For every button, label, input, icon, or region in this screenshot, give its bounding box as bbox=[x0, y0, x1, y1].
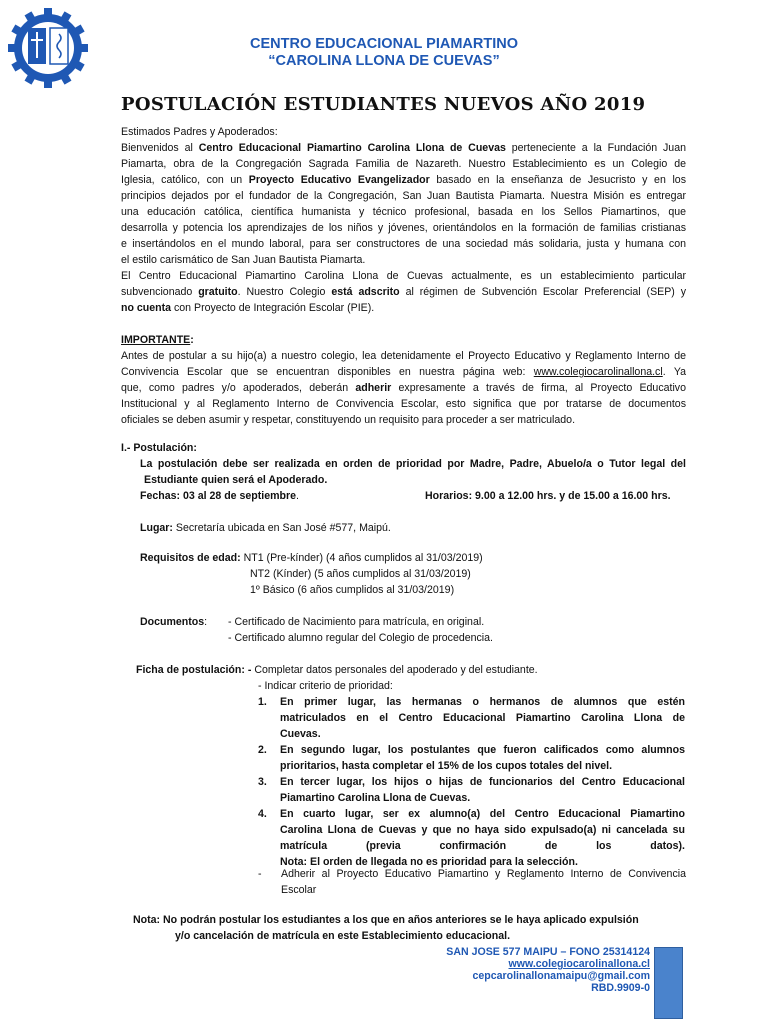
important-line: que, como padres y/o apoderados, deberán adherir expresamente a través de firma, al Proyecto Educativo bbox=[121, 382, 686, 394]
document-item: - Certificado de Nacimiento para matrícula, en original. bbox=[228, 616, 485, 628]
intro-line: no cuenta con Proyecto de Integración Escolar (PIE). bbox=[121, 302, 375, 314]
priority-item-text: Carolina Llona de Cuevas y que no haya sido expulsado(a) ni cancelada su bbox=[280, 824, 685, 836]
priority-item-line bbox=[258, 694, 686, 710]
intro-line: desarrolla y potencia los aprendizajes de los niños y jóvenes, orientándolos en la formación de familias cristianas bbox=[121, 222, 686, 234]
location: Lugar: Secretaría ubicada en San José #577, Maipú. bbox=[140, 522, 391, 534]
priority-item-text: En primer lugar, las hermanas o hermanos de alumnos que estén bbox=[280, 696, 685, 708]
document-item: - Certificado alumno regular del Colegio de procedencia. bbox=[228, 632, 493, 644]
priority-item-line bbox=[258, 726, 686, 742]
footer-accent-bar bbox=[654, 947, 683, 1019]
priority-item-text: En segundo lugar, los postulantes que fueron calificados como alumnos bbox=[280, 744, 685, 756]
school-name-line1: CENTRO EDUCACIONAL PIAMARTINO bbox=[250, 36, 518, 52]
page-title: POSTULACIÓN ESTUDIANTES NUEVOS AÑO 2019 bbox=[121, 94, 646, 115]
footer-address: SAN JOSE 577 MAIPU – FONO 25314124 bbox=[446, 946, 650, 958]
priority-item-text: Piamartino Carolina Llona de Cuevas. bbox=[280, 792, 471, 804]
adherir-line: Adherir al Proyecto Educativo Piamartino y Reglamento Interno de Convivencia bbox=[281, 868, 686, 880]
priority-item-line bbox=[258, 806, 686, 822]
footer-rbd: RBD.9909-0 bbox=[591, 982, 650, 994]
priority-item-line bbox=[258, 758, 686, 774]
priority-item-text: En cuarto lugar, ser ex alumno(a) del Centro Educacional Piamartino bbox=[280, 808, 685, 820]
important-line: Institucional y al Reglamento Interno de Convivencia Escolar, esto significa que por tratarse de documentos bbox=[121, 398, 686, 410]
note-line: y/o cancelación de matrícula en este Establecimiento educacional. bbox=[175, 930, 511, 942]
intro-line: e insertándolos en el mundo laboral, para ser constructores de una sociedad más solidaria, justa y humana con bbox=[121, 238, 686, 250]
documents-label: Documentos: bbox=[140, 616, 208, 628]
footer-email[interactable]: cepcarolinallonamaipu@gmail.com bbox=[472, 970, 650, 982]
priority-item-text: En tercer lugar, los hijos o hijas de funcionarios del Centro Educacional bbox=[280, 776, 685, 788]
age-requirement: 1º Básico (6 años cumplidos al 31/03/2019) bbox=[250, 584, 455, 596]
priority-item-line bbox=[258, 774, 686, 790]
priority-item-line bbox=[258, 790, 686, 806]
section-heading: I.- Postulación: bbox=[121, 442, 197, 454]
footer-website-link[interactable]: www.colegiocarolinallona.cl bbox=[508, 958, 650, 970]
priority-criteria: - Indicar criterio de prioridad: bbox=[258, 680, 393, 692]
note-line: Nota: No podrán postular los estudiantes a los que en años anteriores se le haya aplicado expulsión bbox=[133, 914, 639, 926]
intro-line: El Centro Educacional Piamartino Carolina Llona de Cuevas actualmente, es un establecimiento particular bbox=[121, 270, 686, 282]
priority-item-text: Nota: El orden de llegada no es prioridad para la selección. bbox=[280, 856, 578, 868]
order-line: Estudiante quien será el Apoderado. bbox=[144, 474, 328, 486]
intro-line: principios dejados por el fundador de la Congregación, San Juan Bautista Piamarta. Nuestra Misión es entregar bbox=[121, 190, 686, 202]
age-requirements: Requisitos de edad: NT1 (Pre-kínder) (4 años cumplidos al 31/03/2019) bbox=[140, 552, 483, 564]
intro-line: subvencionado gratuito. Nuestro Colegio está adscrito al régimen de Subvención Escolar Preferencial (SEP) y bbox=[121, 286, 687, 298]
priority-item-number: 2. bbox=[258, 744, 267, 756]
important-heading: IMPORTANTE: bbox=[121, 334, 194, 346]
intro-line: Piamarta, obra de la Congregación Sagrada Familia de Nazareth. Nuestro Establecimiento es un Colegio de bbox=[121, 158, 686, 170]
priority-list bbox=[258, 694, 686, 870]
hours: Horarios: 9.00 a 12.00 hrs. y de 15.00 a 16.00 hrs. bbox=[425, 490, 671, 502]
age-requirement: NT2 (Kínder) (5 años cumplidos al 31/03/2019) bbox=[250, 568, 471, 580]
important-line: Antes de postular a su hijo(a) a nuestro colegio, lea detenidamente el Proyecto Educativo y Reglamento Interno de bbox=[121, 350, 686, 362]
priority-item-line bbox=[258, 838, 686, 854]
priority-item-line bbox=[258, 710, 686, 726]
priority-item-number: 3. bbox=[258, 776, 267, 788]
priority-item-text: Cuevas. bbox=[280, 728, 321, 740]
priority-item-line bbox=[258, 742, 686, 758]
school-name-line2: “CAROLINA LLONA DE CUEVAS” bbox=[268, 53, 500, 69]
intro-line: Iglesia, católico, con un Proyecto Educativo Evangelizador basado en la enseñanza de Jesucristo y en los bbox=[121, 174, 686, 186]
important-line: Convivencia Escolar que se encuentran disponibles en nuestra página web: www.colegiocarolinallona.cl. Ya bbox=[121, 366, 686, 378]
intro-line: una educación católica, científica humanista y técnico profesional, basada en los Sellos Piamartinos, que bbox=[121, 206, 686, 218]
priority-item-text: matriculados en el Centro Educacional Piamartino Carolina Llona de bbox=[280, 712, 685, 724]
website-link[interactable]: www.colegiocarolinallona.cl bbox=[533, 366, 663, 378]
adherir-line: Escolar bbox=[281, 884, 317, 896]
priority-item-text: matrícula (previa confirmación de los datos). bbox=[280, 840, 685, 852]
intro-line: el estilo carismático de San Juan Bautista Piamarta. bbox=[121, 254, 366, 266]
adherir-dash: - bbox=[258, 868, 262, 880]
important-line: oficiales se deben asumir y respetar, constituyendo un requisito para proceder a ser matriculado. bbox=[121, 414, 576, 426]
application-form: Ficha de postulación: - Completar datos personales del apoderado y del estudiante. bbox=[136, 664, 538, 676]
priority-item-line bbox=[258, 822, 686, 838]
order-line: La postulación debe ser realizada en orden de prioridad por Madre, Padre, Abuelo/a o Tutor legal del bbox=[140, 458, 686, 470]
priority-item-number: 4. bbox=[258, 808, 267, 820]
intro-line: Bienvenidos al Centro Educacional Piamartino Carolina Llona de Cuevas perteneciente a la Fundación Juan bbox=[121, 142, 686, 154]
priority-item-text: prioritarios, hasta completar el 15% de los cupos totales del nivel. bbox=[280, 760, 613, 772]
dates: Fechas: 03 al 28 de septiembre. bbox=[140, 490, 299, 502]
greeting: Estimados Padres y Apoderados: bbox=[121, 126, 278, 138]
priority-item-number: 1. bbox=[258, 696, 267, 708]
